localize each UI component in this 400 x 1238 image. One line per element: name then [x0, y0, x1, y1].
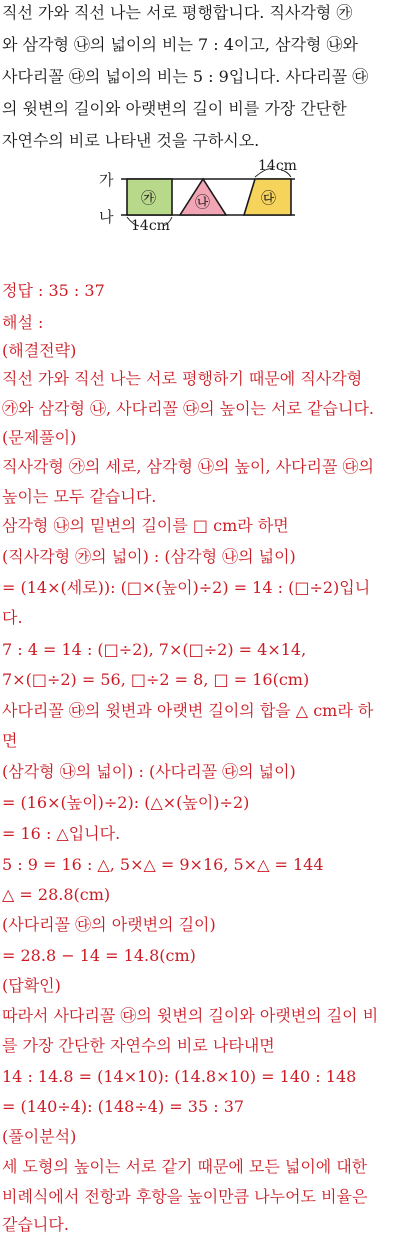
answer-line: (답확인) — [2, 976, 61, 995]
question-line: 와 삼각형 ㉯의 넓이의 비는 7 : 4이고, 삼각형 ㉯와 — [2, 35, 358, 54]
answer-line: 다. — [2, 608, 23, 627]
answer-line: 높이는 모두 같습니다. — [2, 487, 157, 506]
answer-line: 를 가장 간단한 자연수의 비로 나타내면 — [2, 1036, 275, 1055]
answer-line: 같습니다. — [2, 1215, 69, 1234]
question-line: 사다리꼴 ㉰의 넓이의 비는 5 : 9입니다. 사다리꼴 ㉰ — [2, 67, 369, 86]
answer-line: 직선 가와 직선 나는 서로 평행하기 때문에 직사각형 — [2, 369, 363, 388]
answer-line: ㉮와 삼각형 ㉯, 사다리꼴 ㉰의 높이는 서로 같습니다. — [2, 399, 374, 418]
question-line: 자연수의 비로 나타낸 것을 구하시오. — [2, 131, 260, 150]
answer-line: 5 : 9 = 16 : △, 5×△ = 9×16, 5×△ = 144 — [2, 855, 324, 874]
answer-line: = 16 : △입니다. — [2, 824, 121, 843]
answer-line: 따라서 사다리꼴 ㉰의 윗변의 길이와 아랫변의 길이 비 — [2, 1006, 379, 1025]
answer-line: 사다리꼴 ㉰의 윗변과 아랫변 길이의 합을 △ cm라 하 — [2, 701, 374, 720]
answer-line: 삼각형 ㉯의 밑변의 길이를 □ cm라 하면 — [2, 516, 289, 535]
figure-diagram — [95, 158, 305, 235]
top-length-label: 14cm — [258, 158, 297, 174]
answer-line: (사다리꼴 ㉰의 아랫변의 길이) — [2, 915, 216, 934]
answer-line: = (16×(높이)÷2): (△×(높이)÷2) — [2, 793, 250, 812]
answer-line: 7×(□÷2) = 56, □÷2 = 8, □ = 16(cm) — [2, 670, 310, 689]
answer-line: (삼각형 ㉯의 넓이) : (사다리꼴 ㉰의 넓이) — [2, 762, 296, 781]
bottom-length-label: 14cm — [131, 218, 170, 234]
line-ga-label: 가 — [99, 171, 114, 189]
line-na-label: 나 — [99, 208, 114, 226]
shape-na-label: ㉯ — [195, 193, 211, 211]
question-line: 의 윗변의 길이와 아랫변의 길이 비를 가장 간단한 — [2, 99, 347, 118]
answer-line: = 28.8 − 14 = 14.8(cm) — [2, 946, 196, 965]
answer-line: 세 도형의 높이는 서로 같기 때문에 모든 넓이에 대한 — [2, 1157, 368, 1176]
shape-da-label: ㉰ — [261, 189, 277, 207]
answer-line: = (14×(세로)): (□×(높이)÷2) = 14 : (□÷2)입니 — [2, 578, 371, 597]
answer-line: (직사각형 ㉮의 넓이) : (삼각형 ㉯의 넓이) — [2, 547, 296, 566]
answer-line: 14 : 14.8 = (14×10): (14.8×10) = 140 : 148 — [2, 1067, 357, 1086]
shape-ga-label: ㉮ — [141, 189, 157, 207]
question-line: 직선 가와 직선 나는 서로 평행합니다. 직사각형 ㉮ — [2, 3, 353, 22]
answer-line: △ = 28.8(cm) — [2, 885, 111, 904]
answer-line: (해결전략) — [2, 341, 77, 360]
answer-line: = (140÷4): (148÷4) = 35 : 37 — [2, 1097, 245, 1116]
answer-line: 7 : 4 = 14 : (□÷2), 7×(□÷2) = 4×14, — [2, 640, 307, 659]
answer-line: 면 — [2, 731, 18, 750]
answer-line: (풀이분석) — [2, 1127, 77, 1146]
answer-line: 정답 : 35 : 37 — [2, 281, 105, 300]
answer-line: 직사각형 ㉮의 세로, 삼각형 ㉯의 높이, 사다리꼴 ㉰의 — [2, 457, 374, 476]
answer-line: 비례식에서 전항과 후항을 높이만큼 나누어도 비율은 — [2, 1187, 368, 1206]
answer-line: (문제풀이) — [2, 428, 77, 447]
answer-line: 해설 : — [2, 313, 44, 332]
